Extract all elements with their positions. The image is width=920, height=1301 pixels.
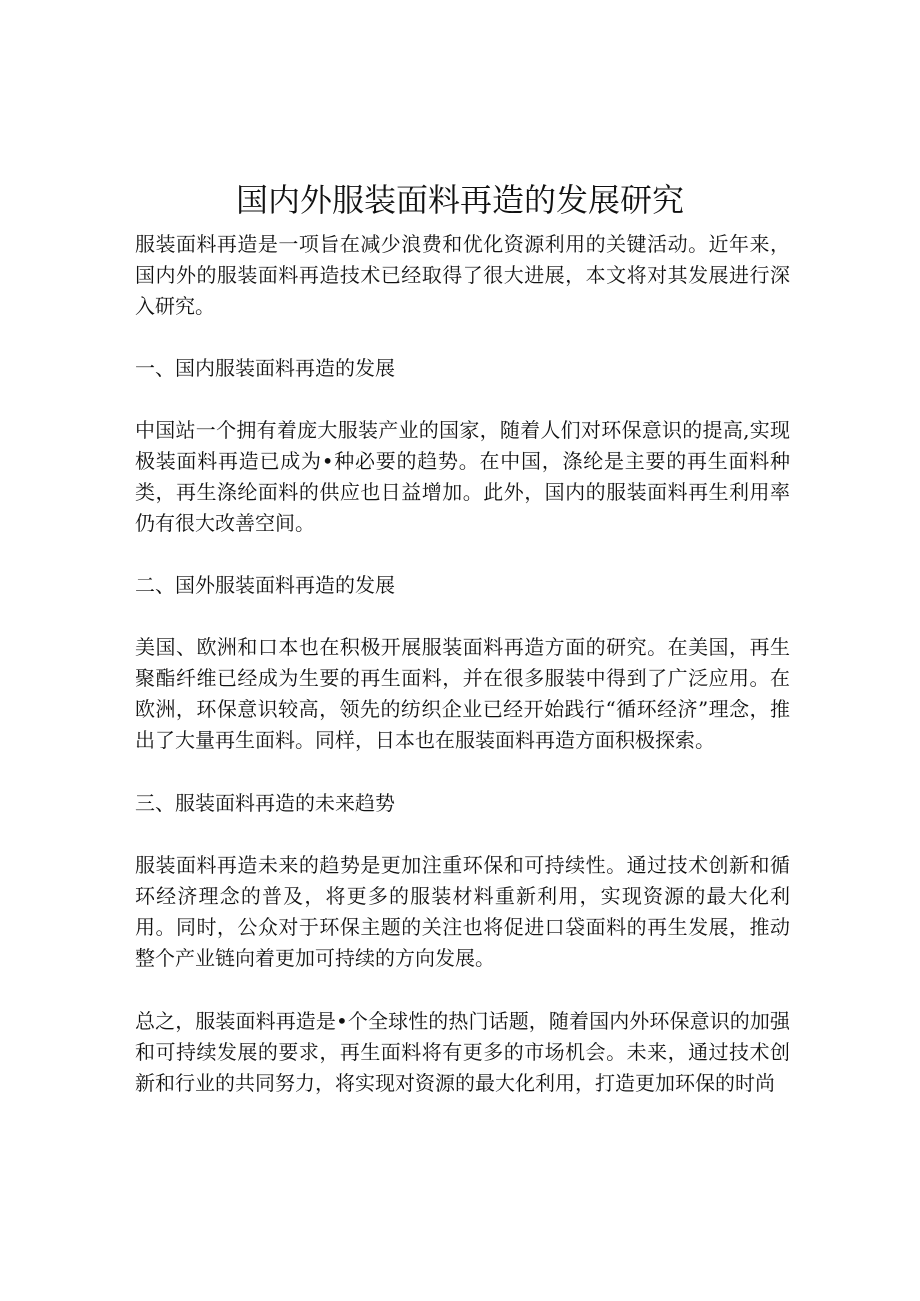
section-heading-future: 三、服装面料再造的未来趋势 — [135, 791, 395, 815]
summary-paragraph: 总之，服装面料再造是•个全球性的热门话题，随着国内外环保意识的加强和可持续发展的要求，再生面料将有更多的市场机会。未来，通过技术创新和行业的共同努力，将实现对资源的最大化利用，打造更加环保的时尚 — [135, 1009, 790, 1095]
document-title: 国内外服装面料再造的发展研究 — [235, 181, 684, 219]
intro-paragraph: 服装面料再造是一项旨在减少浪费和优化资源利用的关键活动。近年来，国内外的服装面料再造技术已经取得了很大进展，本文将对其发展进行深入研究。 — [135, 232, 790, 318]
section-body-domestic: 中国站一个拥有着庞大服装产业的国家，随着人们对环保意识的提高,实现极装面料再造已成为•种必要的趋势。在中国，涤纶是主要的再生面料种类，再生涤纶面料的供应也日益增加。此外，国内的服装面料再生利用率仍有很大改善空间。 — [135, 418, 790, 535]
section-heading-domestic: 一、国内服装面料再造的发展 — [135, 356, 395, 380]
section-body-foreign: 美国、欧洲和口本也在积极开展服装面料再造方面的研究。在美国，再生聚酯纤维已经成为生要的再生面料，并在很多服装中得到了广泛应用。在欧洲，环保意识较高，领先的纺织企业已经开始践行“循环经济”理念，推出了大量再生面料。同样，日本也在服装面料再造方面积极探索。 — [135, 635, 790, 752]
section-heading-foreign: 二、国外服装面料再造的发展 — [135, 573, 395, 597]
section-body-future: 服装面料再造未来的趋势是更加注重环保和可持续性。通过技术创新和循环经济理念的普及，将更多的服装材料重新利用，实现资源的最大化利用。同时，公众对于环保主题的关注也将促进口袋面料的再生发展，推动整个产业链向着更加可持续的方向发展。 — [135, 853, 790, 970]
